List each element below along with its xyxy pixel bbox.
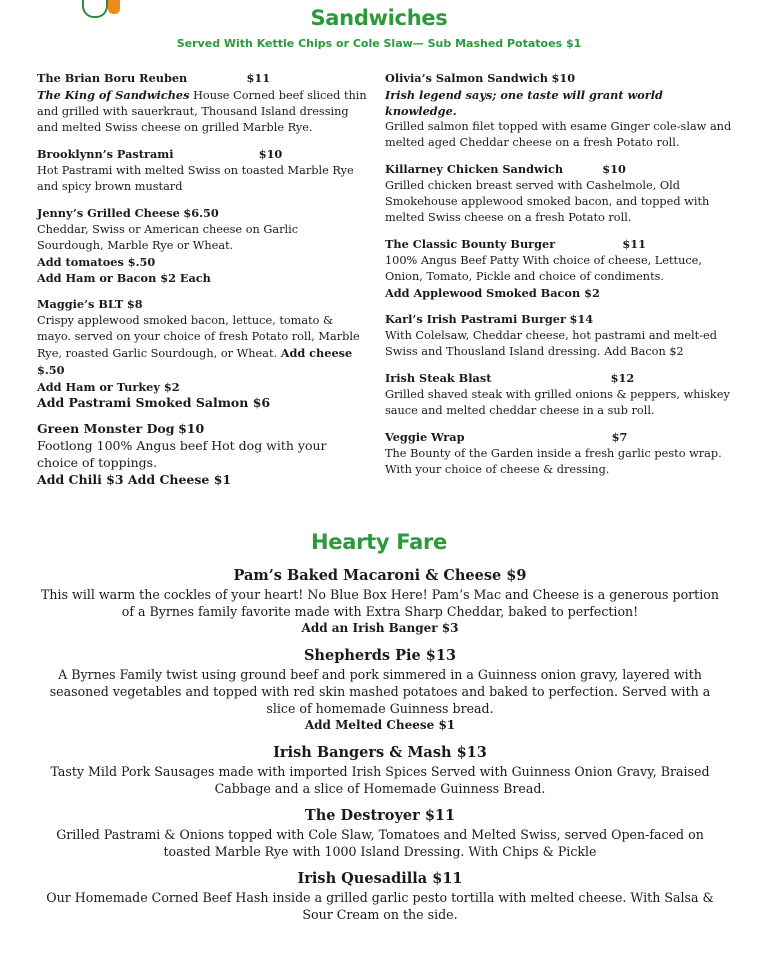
item-description: Grilled chicken breast served with Cashelmole, Old Smokehouse applewood smoked bacon, and topped with melted Swiss cheese on a fresh Potato roll. bbox=[385, 179, 710, 224]
menu-item bbox=[40, 806, 720, 860]
item-price: $14 bbox=[569, 312, 594, 326]
menu-item bbox=[385, 161, 735, 226]
item-price: $10 bbox=[258, 147, 283, 161]
item-name: Killarney Chicken Sandwich bbox=[385, 162, 564, 176]
item-name: Brooklynn’s Pastrami bbox=[37, 147, 174, 161]
item-name: Green Monster Dog bbox=[37, 421, 175, 436]
item-name: The Classic Bounty Burger bbox=[385, 237, 556, 251]
menu-item bbox=[40, 566, 720, 637]
menu-item bbox=[40, 646, 720, 734]
menu-item bbox=[40, 869, 720, 923]
item-name: Jenny’s Grilled Cheese bbox=[37, 206, 180, 220]
item-title: Irish Quesadilla $11 bbox=[297, 870, 463, 887]
item-description: Hot Pastrami with melted Swiss on toasted Marble Rye and spicy brown mustard bbox=[37, 164, 354, 193]
section-subtitle-sandwiches: Served With Kettle Chips or Cole Slaw— Sub Mashed Potatoes $1 bbox=[176, 37, 582, 50]
item-addon: Add tomatoes $.50 bbox=[37, 255, 156, 269]
item-description: Crispy applewood smoked bacon, lettuce, tomato & mayo. served on your choice of fresh Potato roll, Marble Rye, roasted Garlic Sourdough, or Wheat. bbox=[37, 314, 360, 360]
item-description: Cheddar, Swiss or American cheese on Garlic Sourdough, Marble Rye or Wheat. bbox=[37, 223, 299, 252]
menu-item bbox=[385, 70, 735, 151]
item-addon: Add Pastrami Smoked Salmon $6 bbox=[37, 395, 271, 410]
section-title-hearty-fare: Hearty Fare bbox=[311, 530, 447, 554]
menu-item bbox=[37, 421, 367, 488]
menu-item bbox=[385, 311, 735, 360]
item-price: $7 bbox=[611, 430, 628, 444]
item-title: Pam’s Baked Macaroni & Cheese $9 bbox=[233, 567, 527, 584]
item-description: Our Homemade Corned Beef Hash inside a grilled garlic pesto tortilla with melted cheese. With Salsa & Sour Cream on the side. bbox=[46, 890, 714, 922]
menu-item bbox=[37, 146, 367, 195]
item-tagline: The King of Sandwiches bbox=[37, 88, 190, 102]
menu-item bbox=[37, 70, 367, 136]
item-description: The Bounty of the Garden inside a fresh garlic pesto wrap. With your choice of cheese & dressing. bbox=[385, 447, 722, 476]
item-name: Maggie’s BLT bbox=[37, 297, 124, 311]
item-name: Olivia’s Salmon Sandwich bbox=[385, 71, 548, 85]
item-addon: Add Ham or Turkey $2 bbox=[37, 380, 180, 394]
item-name: Veggie Wrap bbox=[385, 430, 465, 444]
item-name: Irish Steak Blast bbox=[385, 371, 492, 385]
menu-item bbox=[37, 296, 367, 411]
sandwiches-right-column bbox=[385, 70, 735, 488]
hearty-fare-list bbox=[40, 566, 720, 932]
item-title: Shepherds Pie $13 bbox=[303, 647, 457, 664]
item-title: Irish Bangers & Mash $13 bbox=[273, 744, 487, 761]
item-description: Footlong 100% Angus beef Hot dog with your choice of toppings. bbox=[37, 438, 327, 470]
item-description: 100% Angus Beef Patty With choice of cheese, Lettuce, Onion, Tomato, Pickle and choice of condiments. bbox=[385, 254, 702, 283]
item-description: House Corned beef sliced thin and grilled with sauerkraut, Thousand Island dressing and melted Swiss cheese on grilled Marble Rye. bbox=[37, 89, 367, 134]
item-price: $11 bbox=[246, 71, 271, 85]
menu-item bbox=[37, 205, 367, 286]
menu-item bbox=[385, 236, 735, 301]
item-description: A Byrnes Family twist using ground beef and pork simmered in a Guinness onion gravy, layered with seasoned vegetables and topped with red skin mashed potatoes and baked to perfection. Served with a slice of homemade Guinness bread. bbox=[49, 667, 711, 716]
item-description: Grilled Pastrami & Onions topped with Cole Slaw, Tomatoes and Melted Swiss, served Open-faced on toasted Marble Rye with 1000 Island Dressing. With Chips & Pickle bbox=[56, 827, 704, 859]
sandwiches-left-column bbox=[37, 70, 367, 498]
item-description: This will warm the cockles of your heart! No Blue Box Here! Pam’s Mac and Cheese is a generous portion of a Byrnes family favorite made with Extra Sharp Cheddar, baked to perfection! bbox=[41, 587, 719, 619]
item-price: $10 bbox=[602, 162, 626, 176]
item-addon: Add Applewood Smoked Bacon $2 bbox=[385, 286, 600, 300]
item-addon: Add Chili $3 Add Cheese $1 bbox=[37, 472, 232, 487]
item-price: $11 bbox=[622, 237, 646, 251]
item-name: Karl’s Irish Pastrami Burger bbox=[385, 312, 566, 326]
item-price: $10 bbox=[178, 421, 205, 436]
item-description: Grilled shaved steak with grilled onions & peppers, whiskey sauce and melted cheddar cheese in a sub roll. bbox=[385, 388, 730, 417]
item-addon-inline: Add cheese $.50 bbox=[37, 346, 353, 377]
item-price: $12 bbox=[610, 371, 635, 385]
item-price: $6.50 bbox=[183, 206, 219, 220]
item-addon: Add Ham or Bacon $2 Each bbox=[37, 271, 211, 285]
section-title-sandwiches: Sandwiches bbox=[310, 6, 448, 30]
item-tagline: Irish legend says; one taste will grant world knowledge. bbox=[385, 88, 663, 118]
item-addon: Add an Irish Banger $3 bbox=[301, 621, 459, 635]
menu-item bbox=[385, 429, 735, 478]
item-price: $8 bbox=[126, 297, 143, 311]
item-price: $10 bbox=[551, 71, 576, 85]
item-title: The Destroyer $11 bbox=[304, 807, 456, 824]
item-description: Tasty Mild Pork Sausages made with imported Irish Spices Served with Guinness Onion Gravy, Braised Cabbage and a slice of Homemade Guinness Bread. bbox=[50, 764, 710, 796]
item-description: With Colelsaw, Cheddar cheese, hot pastrami and melt-ed Swiss and Thousland Island dressing. Add Bacon $2 bbox=[385, 329, 717, 358]
menu-item bbox=[40, 743, 720, 797]
item-addon: Add Melted Cheese $1 bbox=[304, 718, 456, 732]
item-name: The Brian Boru Reuben bbox=[37, 71, 188, 85]
menu-item bbox=[385, 370, 735, 419]
item-description: Grilled salmon filet topped with esame Ginger cole-slaw and melted aged Cheddar cheese on a fresh Potato roll. bbox=[385, 120, 732, 149]
